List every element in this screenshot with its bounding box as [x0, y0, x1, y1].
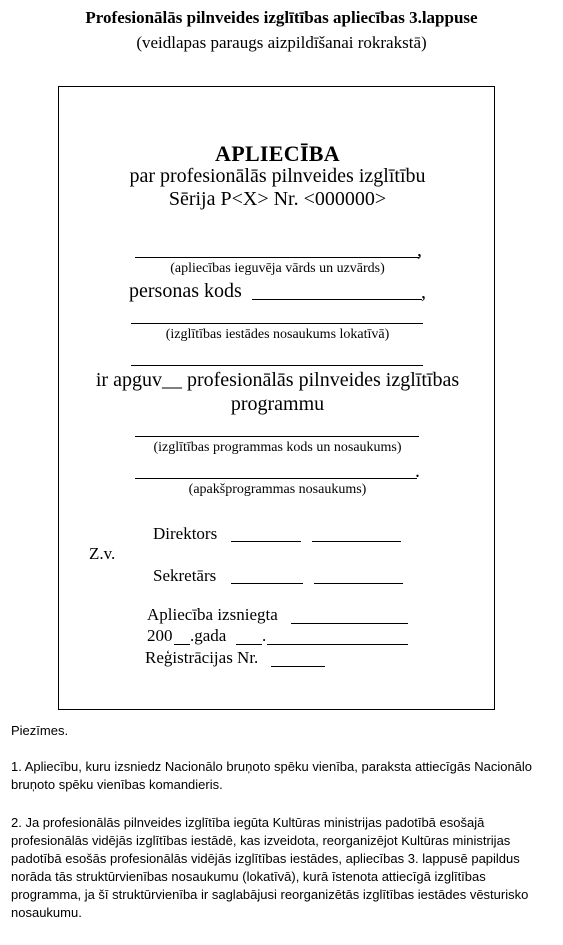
director-name-line: [312, 541, 401, 542]
stamp-label: Z.v.: [89, 544, 116, 563]
personal-code-label: personas kods: [129, 280, 242, 302]
acquired-program-text: ir apguv__ profesionālās pilnveides izglītības: [95, 369, 460, 391]
secretary-label: Sekretārs: [153, 566, 217, 585]
page-title: Profesionālās pilnveides izglītības apliecības 3.lappuse: [85, 8, 478, 27]
month-line: [267, 644, 408, 645]
registration-line: [271, 666, 325, 667]
issued-label: Apliecība izsniegta: [147, 605, 278, 624]
subprogram-caption: (apakšprogrammas nosaukums): [188, 482, 367, 497]
year-line: [174, 644, 190, 645]
personal-code-line: [252, 299, 422, 300]
note-1: 1. Apliecību, kuru izsniedz Nacionālo bruņoto spēku vienība, paraksta attiecīgās Nacionālo bruņoto spēku vienības komandieris.: [11, 759, 533, 792]
program-caption: (izglītības programmas kods un nosaukums): [153, 440, 402, 455]
issued-place-line: [291, 623, 408, 624]
certificate-subtitle: par profesionālās pilnveides izglītību: [129, 165, 426, 187]
holder-name-caption: (apliecības ieguvēja vārds un uzvārds): [170, 261, 385, 276]
certificate-form-frame: [58, 86, 495, 710]
institution-caption: (izglītības iestādes nosaukums lokatīvā): [165, 327, 390, 342]
acquired-program-text-2: programmu: [230, 393, 325, 415]
director-signature-line: [231, 541, 301, 542]
director-label: Direktors: [153, 524, 218, 543]
institution-line: [131, 323, 423, 324]
subprogram-line: [135, 478, 417, 479]
registration-label: Reģistrācijas Nr.: [145, 648, 259, 667]
date-dot: .: [262, 626, 267, 645]
holder-name-line: [135, 257, 419, 258]
subprogram-period: .: [415, 460, 420, 482]
notes-heading: Piezīmes.: [11, 723, 69, 738]
page-subtitle: (veidlapas paraugs aizpildīšanai rokrakstā): [136, 33, 427, 52]
certificate-series-number: Sērija P<X> Nr. <000000>: [168, 188, 387, 210]
note-2: 2. Ja profesionālās pilnveides izglītība iegūta Kultūras ministrijas padotībā esošajā profesionālās vidējās izglītības iestādē, kas izveidota, reorganizējot Kultūras ministrijas padotībā esošās profesionālās vidējās izglītības iestādes, apliecības 3. lappusē papildus norāda tās struktūrvienības nosaukumu (lokatīvā), kurā īstenota attiecīgā izglītības programma, ja šī struktūrvienība ir saglabājusi reorganizētās izglītības iestādes vēsturisko nosaukumu.: [11, 815, 529, 920]
secretary-name-line: [314, 583, 403, 584]
program-line: [135, 436, 419, 437]
holder-name-comma: ,: [417, 239, 422, 261]
institution-extra-line: [131, 365, 423, 366]
year-gada: .gada: [190, 626, 227, 645]
personal-code-comma: ,: [421, 281, 426, 303]
certificate-title: APLIECĪBA: [215, 141, 340, 166]
day-line: [236, 644, 262, 645]
secretary-signature-line: [231, 583, 303, 584]
year-prefix: 200: [147, 626, 173, 645]
